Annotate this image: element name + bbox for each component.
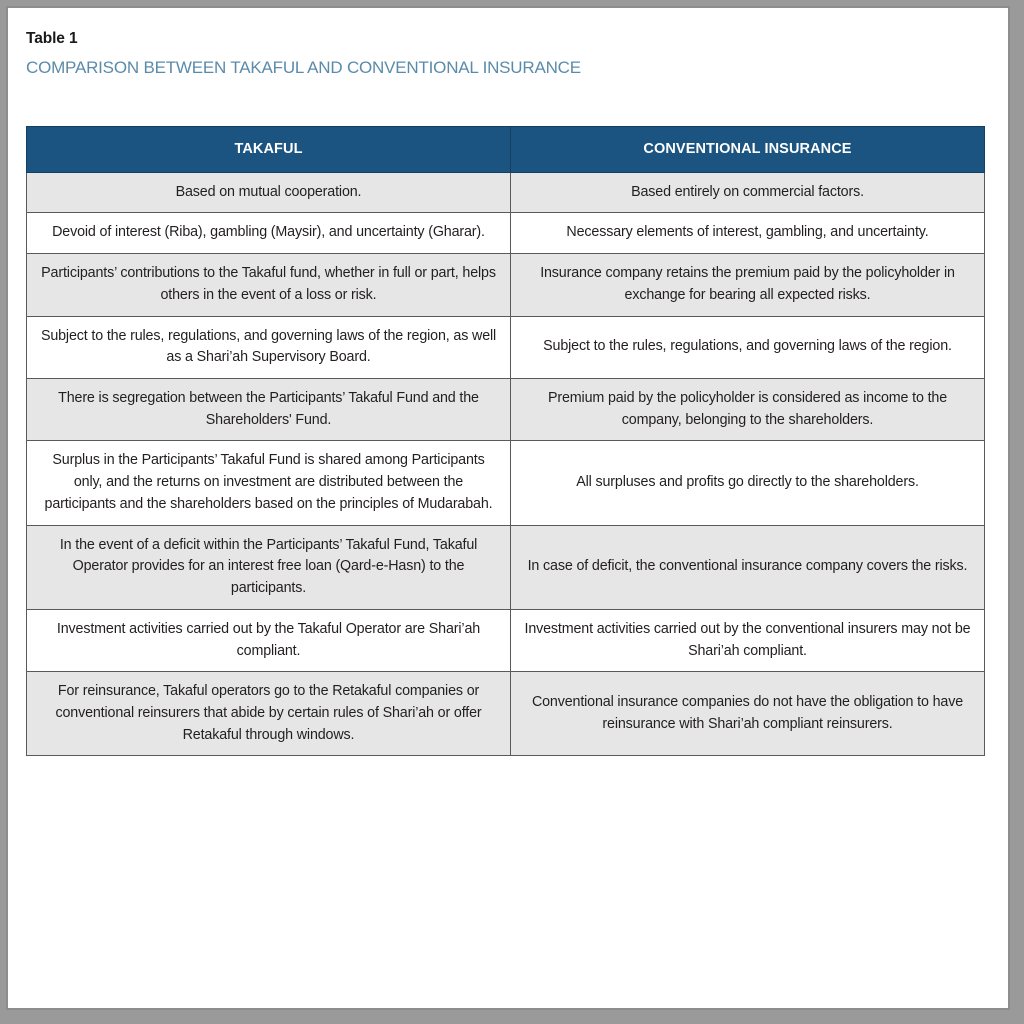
table-header-row [27, 126, 985, 172]
table-row [27, 316, 985, 378]
column-header-takaful: TAKAFUL [27, 126, 511, 172]
table-row [27, 254, 985, 316]
page-content [8, 8, 1008, 1008]
table-header [27, 126, 985, 172]
table-row [27, 379, 985, 441]
page-frame [6, 6, 1010, 1010]
table-row [27, 172, 985, 213]
table-caption: COMPARISON BETWEEN TAKAFUL AND CONVENTIONAL INSURANCE [26, 58, 581, 78]
cell-takaful: Devoid of interest (Riba), gambling (Maysir), and uncertainty (Gharar). [27, 213, 511, 254]
cell-conventional-insurance: In case of deficit, the conventional insurance company covers the risks. [511, 525, 985, 609]
cell-conventional-insurance: Conventional insurance companies do not have the obligation to have reinsurance with Shari’ah compliant reinsurers. [511, 672, 985, 756]
cell-takaful: There is segregation between the Participants’ Takaful Fund and the Shareholders' Fund. [27, 379, 511, 441]
column-header-conventional-insurance: CONVENTIONAL INSURANCE [511, 126, 985, 172]
table-row [27, 525, 985, 609]
table-row [27, 672, 985, 756]
cell-conventional-insurance: Insurance company retains the premium paid by the policyholder in exchange for bearing all expected risks. [511, 254, 985, 316]
cell-conventional-insurance: All surpluses and profits go directly to the shareholders. [511, 441, 985, 525]
cell-takaful: Based on mutual cooperation. [27, 172, 511, 213]
comparison-table-container [26, 126, 990, 757]
table-body [27, 172, 985, 756]
table-row [27, 213, 985, 254]
cell-conventional-insurance: Necessary elements of interest, gambling, and uncertainty. [511, 213, 985, 254]
cell-conventional-insurance: Premium paid by the policyholder is considered as income to the company, belonging to the shareholders. [511, 379, 985, 441]
table-row [27, 609, 985, 671]
table-label: Table 1 [26, 30, 78, 47]
comparison-table [26, 126, 985, 757]
cell-conventional-insurance: Based entirely on commercial factors. [511, 172, 985, 213]
table-row [27, 441, 985, 525]
cell-conventional-insurance: Subject to the rules, regulations, and governing laws of the region. [511, 316, 985, 378]
cell-conventional-insurance: Investment activities carried out by the conventional insurers may not be Shari’ah compliant. [511, 609, 985, 671]
cell-takaful: In the event of a deficit within the Participants’ Takaful Fund, Takaful Operator provides for an interest free loan (Qard-e-Hasn) to the participants. [27, 525, 511, 609]
cell-takaful: Participants’ contributions to the Takaful fund, whether in full or part, helps others in the event of a loss or risk. [27, 254, 511, 316]
cell-takaful: Subject to the rules, regulations, and governing laws of the region, as well as a Shari’ah Supervisory Board. [27, 316, 511, 378]
cell-takaful: For reinsurance, Takaful operators go to the Retakaful companies or conventional reinsurers that abide by certain rules of Shari’ah or offer Retakaful through windows. [27, 672, 511, 756]
cell-takaful: Surplus in the Participants’ Takaful Fund is shared among Participants only, and the returns on investment are distributed between the participants and the shareholders based on the principles of Mudarabah. [27, 441, 511, 525]
cell-takaful: Investment activities carried out by the Takaful Operator are Shari’ah compliant. [27, 609, 511, 671]
